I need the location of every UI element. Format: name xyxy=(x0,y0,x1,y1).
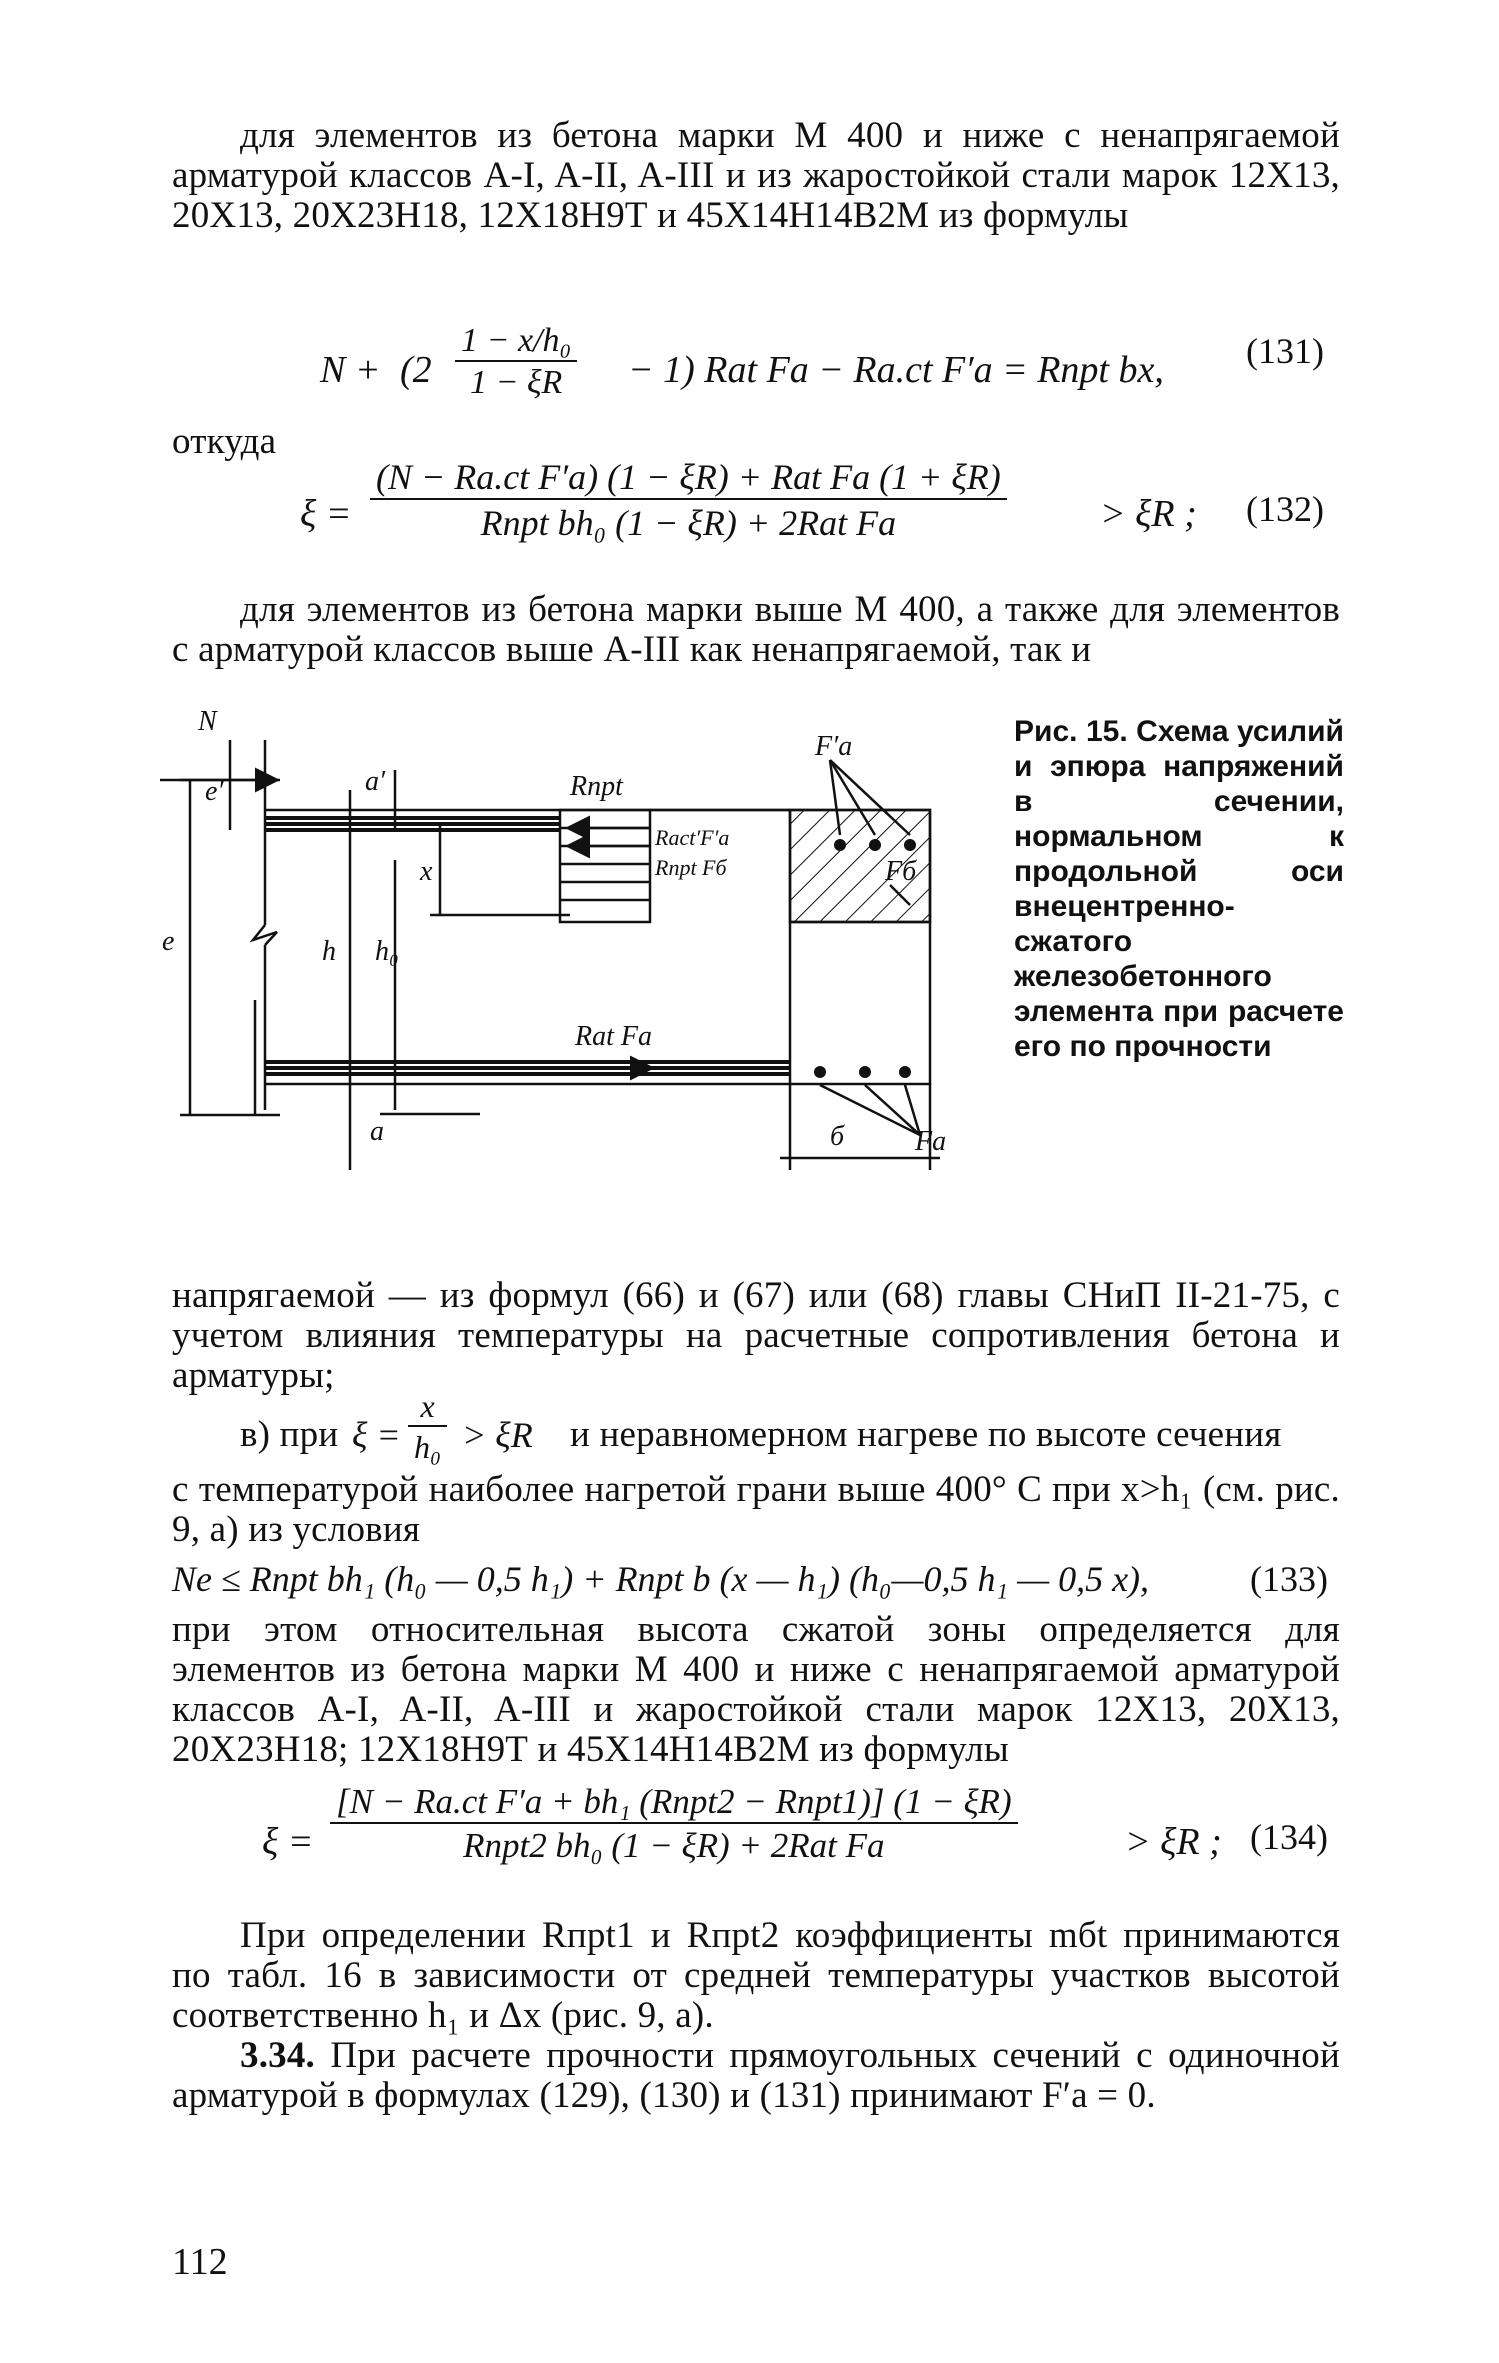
formula-131-fraction xyxy=(455,322,577,402)
label-Fa-prime: F′а xyxy=(815,731,853,762)
paragraph-7-text: При расчете прочности прямоугольных сечений с одиночной арматурой в формулах (129), (130) и (131) принимают F′а = 0. xyxy=(172,2035,1340,2116)
paragraph-7 xyxy=(172,2036,1340,2116)
paragraph-4-start: в) при xyxy=(240,1414,339,1455)
formula-134-fraction xyxy=(330,1782,1018,1866)
formula-134-lhs: ξ = xyxy=(262,1821,314,1863)
formula-134-rhs: > ξR ; xyxy=(1125,1821,1222,1863)
paragraph-5: при этом относительная высота сжатой зоны определяется для элементов из бетона марки М 400 и ниже с ненапрягаемой арматурой классов A-I, A-II, A-III и жаростойкой стали марок 12Х13, 20Х13, 20Х23Н18; 12Х18Н9Т и 45Х14Н14В2М из формулы xyxy=(172,1609,1340,1770)
formula-134-num: [N − Rа.ct F′а + bh₁ (Rпрt2 − Rпрt1)] (1 − ξR) xyxy=(336,1782,1012,1821)
formula-134-number: (134) xyxy=(1250,1817,1328,1857)
label-h0: h₀ xyxy=(375,936,399,967)
label-Rnpt-Fb: Rпрt Fб xyxy=(655,855,727,880)
formula-131-lhs: N + xyxy=(320,349,381,391)
paragraph-2: для элементов из бетона марки выше М 400, а также для элементов с арматурой классов выше A-III как ненапрягаемой, так и xyxy=(172,589,1340,670)
formula-133-number: (133) xyxy=(1250,1559,1328,1599)
formula-132-rhs: > ξR ; xyxy=(1100,493,1197,535)
formula-132-num: (N − Rа.ct F′а) (1 − ξR) + Rat Fа (1 + ξR) xyxy=(376,457,1001,497)
formula-131-rest: − 1) Rat Fа − Rа.ct F′а = Rпрt bx, xyxy=(628,349,1164,391)
xi-def-rhs: > ξR xyxy=(462,1415,533,1455)
paragraph-1: для элементов из бетона марки М 400 и ниже с ненапрягаемой арматурой классов A-I, A-II, A-III и из жаростойкой стали марок 12Х13, 20Х13, 20Х23Н18, 12Х18Н9Т и 45Х14Н14В2М из формулы xyxy=(172,115,1340,236)
label-x: x xyxy=(420,856,433,887)
paragraph-4-mid: и неравномерном нагреве по высоте сечения xyxy=(570,1414,1282,1455)
formula-134-den: Rпрt2 bh₀ (1 − ξR) + 2Rat Fа xyxy=(330,1822,1018,1866)
formula-133-text: Ne ≤ Rпрt bh₁ (h₀ — 0,5 h₁) + Rпрt b (x — h₁) (h₀—0,5 h₁ — 0,5 x), xyxy=(172,1559,1150,1599)
paragraph-4-end: с температурой наиболее нагретой грани выше 400° С при x>h₁ (см. рис. 9, а) из условия xyxy=(172,1469,1340,1550)
figure-caption: Рис. 15. Схема усилий и эпюра напряжений в сечении, нормальном к продольной оси внецентренно-сжатого железобетонного элемента при расчете его по прочности xyxy=(1014,715,1344,1063)
word-otkuda: откуда xyxy=(172,421,277,462)
formula-132-fraction xyxy=(370,456,1007,544)
label-e-prime: e′ xyxy=(205,776,224,807)
formula-131-frac-num: 1 − x/h₀ xyxy=(461,322,572,359)
page-number: 112 xyxy=(172,2241,228,2283)
xi-def-num: x xyxy=(420,1388,435,1424)
label-Fa: Fа xyxy=(915,1126,947,1157)
label-Rat-Fa: Rat Fа xyxy=(575,1021,652,1052)
figure-15-diagram xyxy=(150,700,980,1180)
formula-132-number: (132) xyxy=(1246,489,1324,529)
formula-131-frac-den: 1 − ξR xyxy=(455,360,577,402)
formula-132-lhs: ξ = xyxy=(300,493,352,535)
label-a-prime: a′ xyxy=(365,766,386,797)
section-number: 3.34. xyxy=(240,2035,315,2076)
paragraph-3: напрягаемой — из формул (66) и (67) или (68) главы СНиП II-21-75, с учетом влияния температуры на расчетные сопротивления бетона и арматуры; xyxy=(172,1275,1340,1396)
label-Ract-Fa: Rаct′F′а xyxy=(655,825,730,850)
formula-131-open: (2 xyxy=(400,349,432,391)
paragraph-6: При определении Rпрt1 и Rпрt2 коэффициенты mбt принимаются по табл. 16 в зависимости от средней температуры участков высотой соответственно h₁ и Δx (рис. 9, а). xyxy=(172,1915,1340,2036)
label-Fb: Fб xyxy=(885,856,917,887)
label-Rnpt: Rпрt xyxy=(570,771,623,802)
xi-def-den: h₀ xyxy=(408,1425,447,1466)
formula-131-number: (131) xyxy=(1246,331,1324,371)
label-h: h xyxy=(322,936,336,967)
label-e: e xyxy=(162,926,175,957)
formula-132-den: Rпрt bh₀ (1 − ξR) + 2Rat Fа xyxy=(370,498,1007,544)
label-a: a xyxy=(370,1116,384,1147)
xi-def-lhs: ξ = xyxy=(352,1415,401,1455)
label-N: N xyxy=(198,706,217,737)
label-b: б xyxy=(830,1121,845,1152)
xi-def-fraction xyxy=(408,1388,447,1466)
